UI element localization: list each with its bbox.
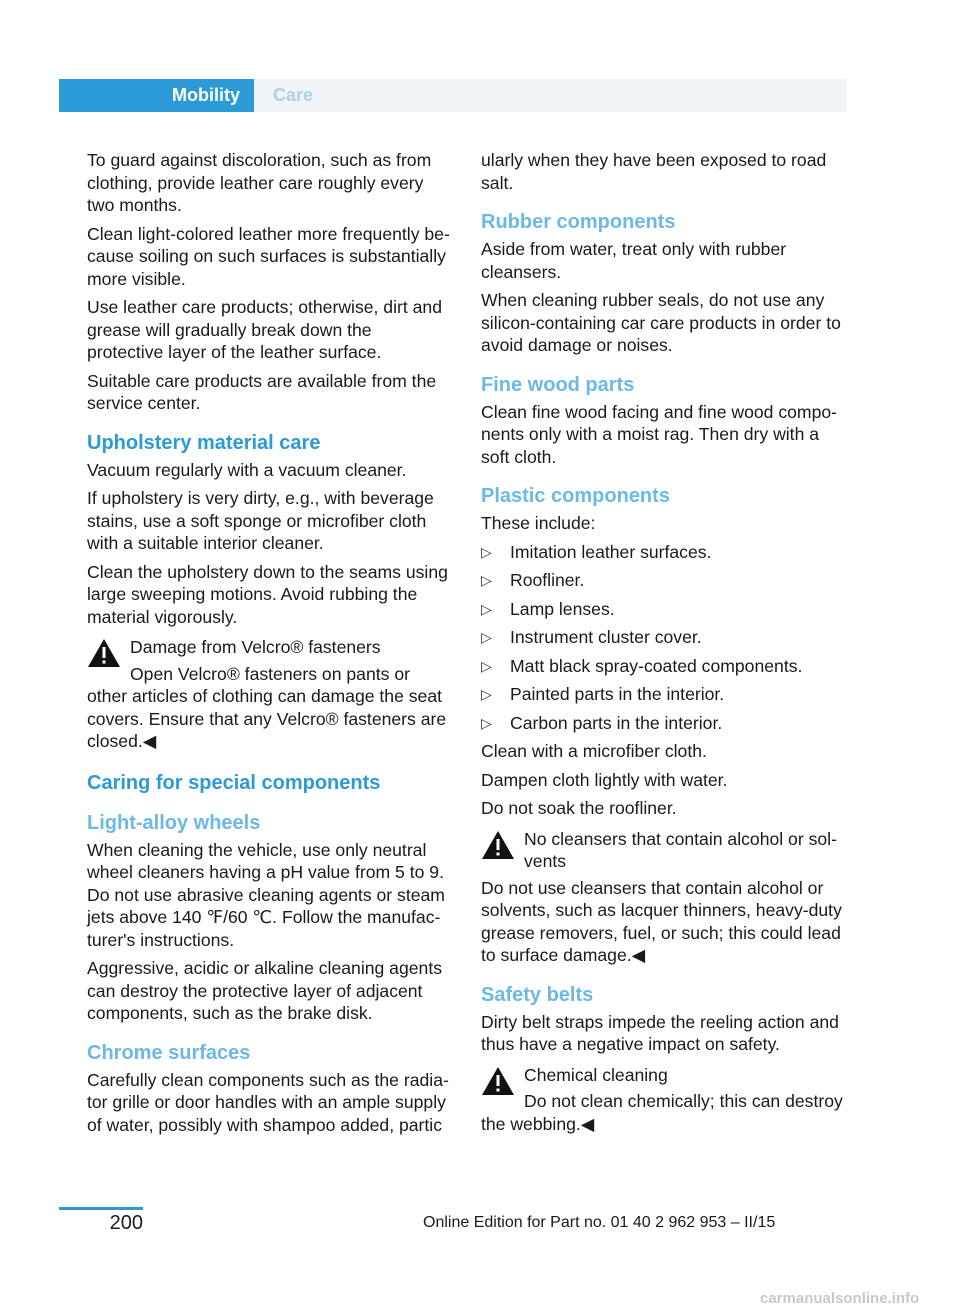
page-number: 200 (109, 1212, 143, 1234)
bullet-triangle-icon: ▷ (481, 629, 492, 645)
list-item: ▷ Carbon parts in the interior. (481, 712, 723, 733)
heading-chrome-surfaces: Chrome surfaces (87, 1041, 251, 1064)
plastic-components-list (481, 541, 846, 735)
heading-special-components: Caring for special components (87, 771, 381, 794)
warning-cleansers (481, 828, 846, 967)
section-tabbar (59, 79, 847, 112)
paragraph: Use leather care products; otherwise, dirt and grease will gradually break down the protective layer of the leather surface. (87, 297, 442, 362)
paragraph: Clean the upholstery down to the seams using large sweeping motions. Avoid rubbing the material vigorously. (87, 561, 448, 627)
bullet-triangle-icon: ▷ (481, 714, 492, 731)
warning-triangle-icon (481, 1066, 515, 1096)
list-item: ▷ Instrument cluster cover. (481, 627, 702, 647)
warning-triangle-icon (87, 638, 121, 668)
edition-note: Online Edition for Part no. 01 40 2 962 953 – II/15 (423, 1214, 776, 1231)
heading-light-alloy-wheels: Light-alloy wheels (87, 811, 261, 834)
paragraph: Suitable care products are available from the service center. (87, 370, 437, 413)
paragraph: These include: (481, 513, 596, 533)
list-item: ▷ Roofliner. (481, 570, 585, 590)
paragraph: ularly when they have been exposed to road salt. (481, 150, 827, 193)
right-column (481, 149, 846, 1141)
left-column (87, 149, 452, 1142)
warning-text: Do not clean chemically; this can destroy the webbing.◀ (481, 1091, 843, 1134)
tab-mobility[interactable]: Mobility (59, 79, 254, 112)
heading-fine-wood-parts: Fine wood parts (481, 373, 635, 396)
watermark: carmanualsonline.info (760, 1290, 920, 1307)
warning-title: Chemical cleaning (524, 1064, 668, 1085)
heading-safety-belts: Safety belts (481, 983, 594, 1006)
warning-title: Damage from Velcro® fasteners (130, 637, 381, 657)
warning-triangle-icon (481, 830, 515, 860)
paragraph: Aggressive, acidic or alkaline cleaning agents can destroy the protective layer of adjacent components, such as the brake disk. (87, 958, 443, 1023)
warning-chemical-cleaning (481, 1064, 846, 1136)
paragraph: Carefully clean components such as the radiator grille or door handles with an ample supply of water, possibly with shampoo added, partic (87, 1069, 449, 1135)
paragraph: Clean with a microfiber cloth. (481, 741, 707, 761)
warning-title: No cleansers that contain alcohol or solvents (524, 828, 837, 871)
footer-divider (59, 1207, 143, 1210)
tab-care[interactable]: Care (273, 85, 314, 105)
heading-rubber-components: Rubber components (481, 211, 676, 233)
paragraph: Clean light-colored leather more frequently because soiling on such surfaces is substantially more visible. (87, 223, 450, 289)
bullet-triangle-icon: ▷ (481, 686, 492, 702)
paragraph: Aside from water, treat only with rubber cleansers. (481, 239, 787, 282)
list-item: ▷ Painted parts in the interior. (481, 684, 725, 704)
bullet-triangle-icon: ▷ (481, 543, 492, 560)
bullet-triangle-icon: ▷ (481, 572, 492, 588)
warning-text: Do not use cleansers that contain alcohol or solvents, such as lacquer thinners, heavy-duty grease removers, fuel, or such; this could lead to surface damage.◀ (481, 877, 842, 965)
list-item: ▷ Imitation leather surfaces. (481, 541, 712, 562)
paragraph: Dampen cloth lightly with water. (481, 769, 728, 790)
bullet-triangle-icon: ▷ (481, 657, 492, 674)
paragraph: When cleaning the vehicle, use only neutral wheel cleaners having a pH value from 5 to 9. Do not use abrasive cleaning agents or steam jets above 140 ℉/60 ℃. Follow the manufacturer's instructions. (87, 839, 445, 950)
heading-plastic-components: Plastic components (481, 485, 670, 507)
heading-upholstery: Upholstery material care (87, 431, 321, 454)
warning-velcro (87, 636, 452, 753)
bullet-triangle-icon: ▷ (481, 600, 492, 617)
paragraph: Do not soak the roofliner. (481, 798, 677, 818)
warning-text: Open Velcro® fasteners on pants or other articles of clothing can damage the seat covers. Ensure that any Velcro® fasteners are closed.◀ (87, 663, 447, 751)
list-item: ▷ Lamp lenses. (481, 598, 615, 619)
paragraph: Vacuum regularly with a vacuum cleaner. (87, 459, 407, 480)
list-item: ▷ Matt black spray-coated components. (481, 655, 803, 676)
paragraph: To guard against discoloration, such as from clothing, provide leather care roughly every two months. (87, 150, 432, 215)
paragraph: Dirty belt straps impede the reeling action and thus have a negative impact on safety. (481, 1011, 839, 1054)
paragraph: If upholstery is very dirty, e.g., with beverage stains, use a soft sponge or microfiber cloth with a suitable interior cleaner. (87, 488, 434, 553)
paragraph: Clean fine wood facing and fine wood components only with a moist rag. Then dry with a soft cloth. (481, 401, 838, 467)
paragraph: When cleaning rubber seals, do not use any silicon-containing car care products in order to avoid damage or noises. (481, 290, 841, 355)
